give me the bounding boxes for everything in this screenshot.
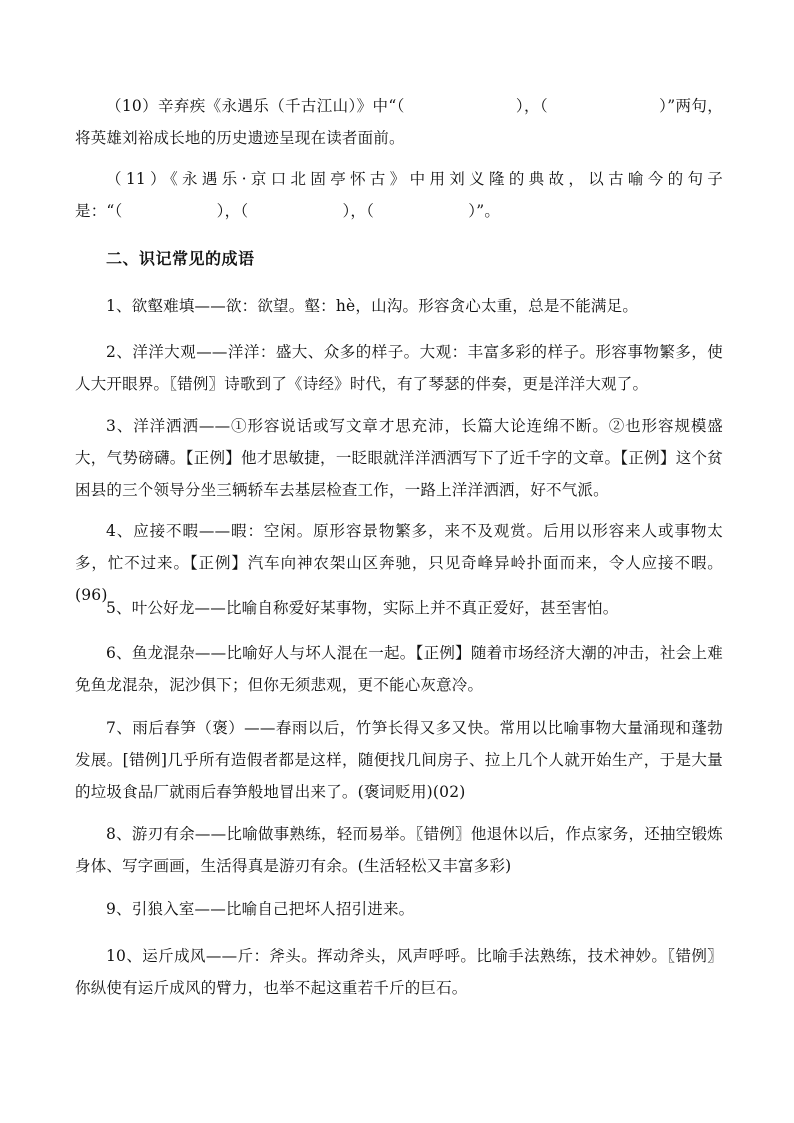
idiom-entry-2: 2、洋洋大观——洋洋：盛大、众多的样子。大观：丰富多彩的样子。形容事物繁多，使人大开眼界。〖错例〗诗歌到了《诗经》时代，有了琴瑟的伴奏，更是洋洋大观了。	[75, 343, 723, 393]
idiom-entry-3: 3、洋洋洒洒——①形容说话或写文章才思充沛，长篇大论连绵不断。②也形容规模盛大，气势磅礴。【正例】他才思敏捷，一眨眼就洋洋洒洒写下了近千字的文章。【正例】这个贫困县的三个领导分坐三辆轿车去基层检查工作，一路上洋洋洒洒，好不气派。	[75, 417, 723, 499]
fill-in-question-11: （11）《永遇乐·京口北固亭怀古》中用刘义隆的典故，以古喻今的句子是：“（ ），（ ），（ ）”。	[75, 170, 723, 220]
idiom-entry-5: 5、叶公好龙——比喻自称爱好某事物，实际上并不真正爱好，甚至害怕。	[106, 599, 619, 617]
idiom-entry-9: 9、引狼入室——比喻自己把坏人招引进来。	[106, 900, 415, 918]
idiom-entry-10: 10、运斤成风——斤：斧头。挥动斧头，风声呼呼。比喻手法熟练，技术神妙。〖错例〗你纵使有运斤成风的臂力，也举不起这重若千斤的巨石。	[75, 947, 723, 997]
idiom-entry-1: 1、欲壑难填——欲：欲望。壑：hè，山沟。形容贪心太重，总是不能满足。	[106, 297, 639, 315]
idiom-entry-4: 4、应接不暇——暇：空闲。原形容景物繁多，来不及观赏。后用以形容来人或事物太多，忙不过来。【正例】汽车向神农架山区奔驰，只见奇峰异岭扑面而来，令人应接不暇。(96)	[75, 522, 723, 604]
fill-in-question-10: （10）辛弃疾《永遇乐（千古江山）》中“（ ），（ ）”两句，将英雄刘裕成长地的历史遗迹呈现在读者面前。	[75, 97, 723, 147]
idiom-entry-6: 6、鱼龙混杂——比喻好人与坏人混在一起。【正例】随着市场经济大潮的冲击，社会上难免鱼龙混杂，泥沙俱下；但你无须悲观，更不能心灰意冷。	[75, 644, 723, 694]
idiom-entry-8: 8、游刃有余——比喻做事熟练，轻而易举。〖错例〗他退休以后，作点家务，还抽空锻炼身体、写字画画，生活得真是游刃有余。(生活轻松又丰富多彩)	[75, 825, 723, 875]
idiom-entry-7: 7、雨后春笋（褒）——春雨以后，竹笋长得又多又快。常用以比喻事物大量涌现和蓬勃发展。[错例]几乎所有造假者都是这样，随便找几间房子、拉上几个人就开始生产，于是大量的垃圾食品厂就雨后春笋般地冒出来了。(褒词贬用)(02)	[75, 719, 723, 801]
section-heading: 二、识记常见的成语	[106, 249, 255, 268]
